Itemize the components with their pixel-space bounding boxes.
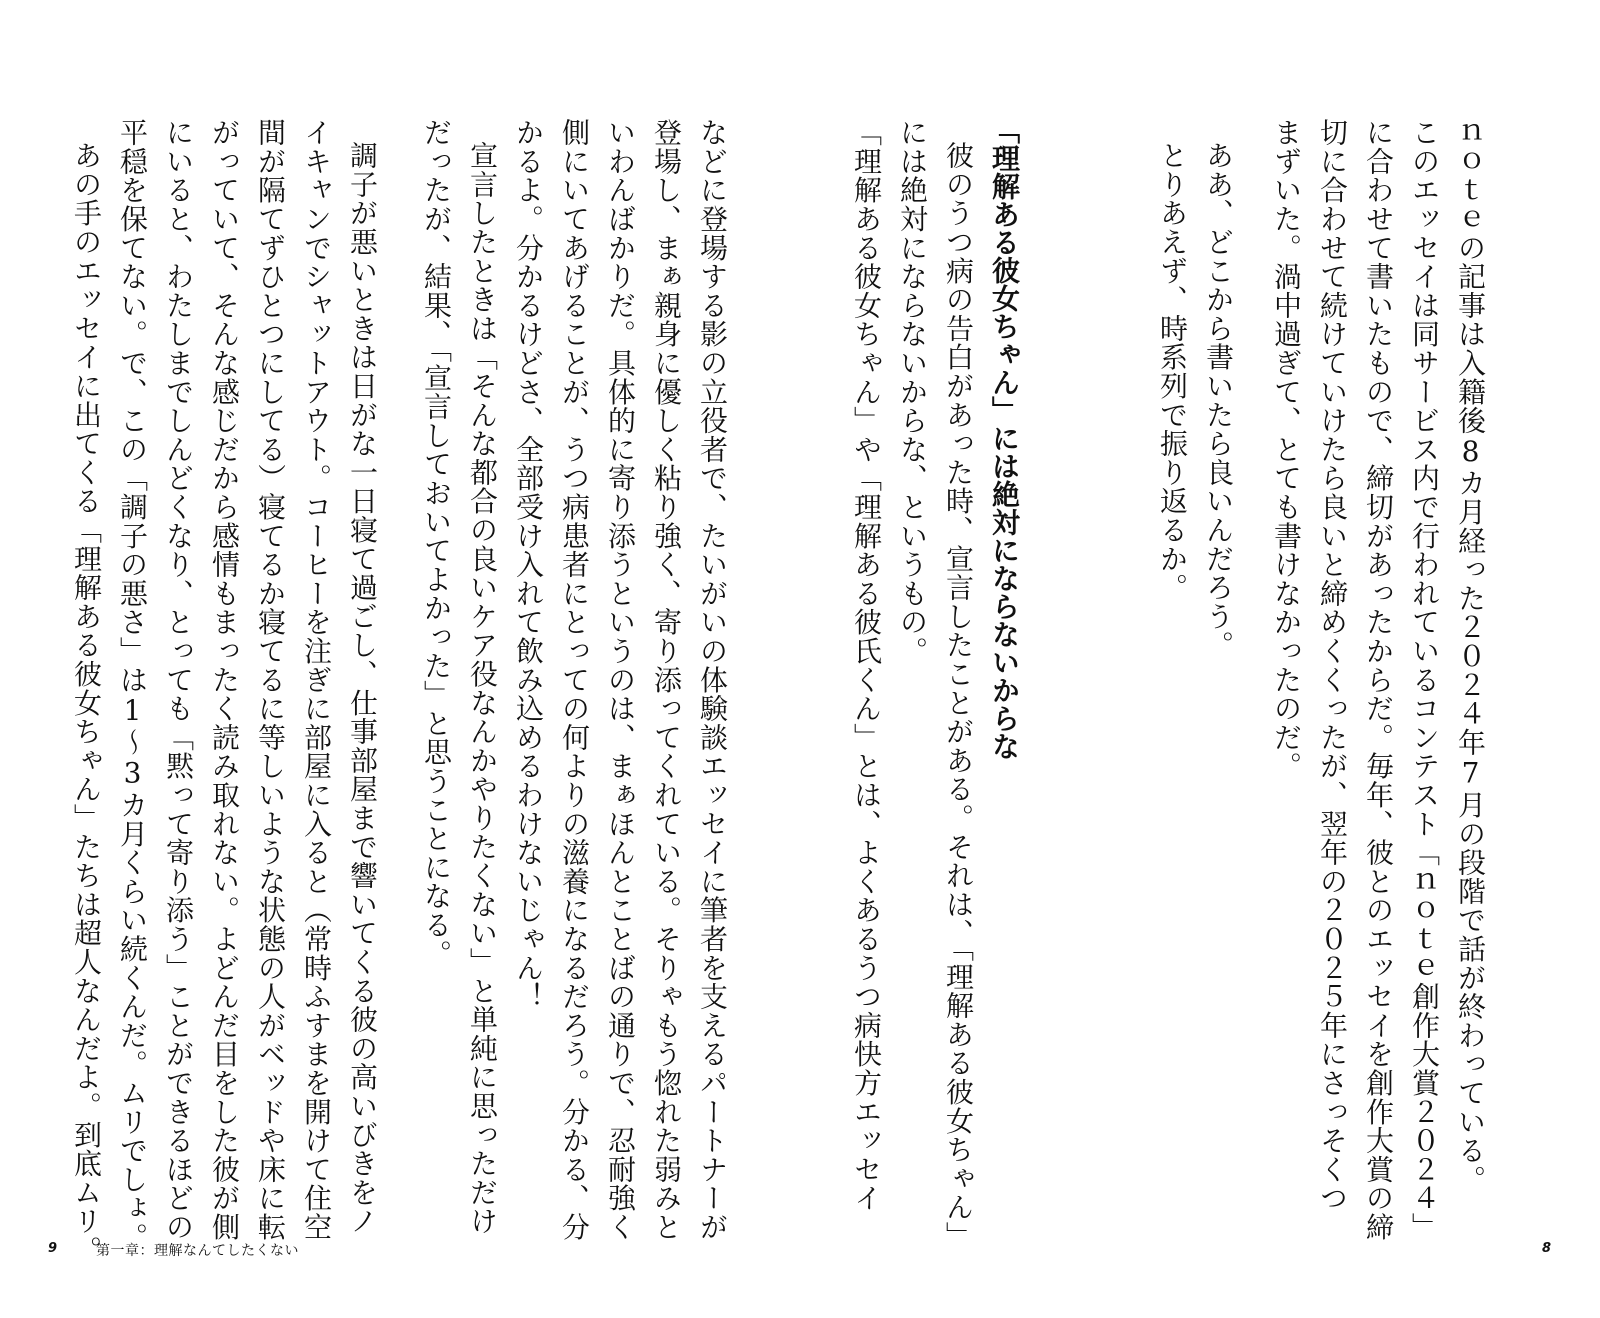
body-column: などに登場する影の立役者で、たいがいの体験談エッセイに筆者を支えるパートナーが <box>696 118 729 1242</box>
body-column: 側にいてあげることが、うつ病患者にとっての何よりの滋養になるだろう。分かる、分 <box>558 118 591 1242</box>
body-column: 切に合わせて続けていけたら良いと締めくくったが、翌年の２０２５年にさっそくつ <box>1316 118 1349 1213</box>
body-column: あの手のエッセイに出てくる「理解ある彼女ちゃん」たちは超人なんだよ。到底ムリ。 <box>70 141 103 1265</box>
body-column: 調子が悪いときは日がな一日寝て過ごし、仕事部屋まで響いてくる彼の高いびきをノ <box>346 141 379 1236</box>
body-column: 彼のうつ病の告白があった時、宣言したことがある。それは、「理解ある彼女ちゃん」 <box>942 141 975 1251</box>
body-column: かるよ。分かるけどさ、全部受け入れて飲み込めるわけないじゃん！ <box>512 118 545 1011</box>
body-column: には絶対にならないからな、というもの。 <box>896 118 929 666</box>
body-column: とりあえず、時系列で振り返るか。 <box>1156 141 1189 602</box>
body-column: まずいた。渦中過ぎて、とても書けなかったのだ。 <box>1270 118 1303 781</box>
body-column: イキャンでシャットアウト。コーヒーを注ぎに部屋に入ると（常時ふすまを開けて住空 <box>300 118 333 1242</box>
page-number-right: 8 <box>1542 1241 1552 1256</box>
page-number-left: 9 <box>48 1241 58 1256</box>
body-column: 平穏を保てない。で、この「調子の悪さ」は1～3カ月くらい続くんだ。ムリでしょ。 <box>116 118 149 1252</box>
body-column: 登場し、まぁ親身に優しく粘り強く、寄り添ってくれている。そりゃもう惚れた弱みと <box>650 118 683 1242</box>
body-column: ｎｏｔｅの記事は入籍後8カ月経った２０２４年7月の段階で話が終わっている。 <box>1454 118 1487 1194</box>
section-heading: 「理解ある彼女ちゃん」には絶対にならないからな <box>988 116 1021 760</box>
body-column: 間が隔てずひとつにしてる）寝てるか寝てるに等しいような状態の人がベッドや床に転 <box>254 118 287 1242</box>
body-column: このエッセイは同サービス内で行われているコンテスト「ｎｏｔｅ創作大賞２０２４」 <box>1408 118 1441 1242</box>
body-column: 宣言したときは「そんな都合の良いケア役なんかやりたくない」と単純に思っただけ <box>466 141 499 1236</box>
body-column: 「理解ある彼女ちゃん」や「理解ある彼氏くん」とは、よくあるうつ病快方エッセイ <box>850 118 883 1213</box>
body-column: だったが、結果、「宣言しておいてよかった」と思うことになる。 <box>420 118 453 968</box>
body-column: にいると、わたしまでしんどくなり、とっても「黙って寄り添う」ことができるほどの <box>162 118 195 1242</box>
body-column: に合わせて書いたもので、締切があったからだ。毎年、彼とのエッセイを創作大賞の締 <box>1362 118 1395 1242</box>
body-column: がっていて、そんな感じだから感情もまったく読み取れない。よどんだ目をした彼が側 <box>208 118 241 1242</box>
body-column: ああ、どこから書いたら良いんだろう。 <box>1202 141 1235 660</box>
running-head: 第一章：理解なんてしたくない <box>96 1243 299 1259</box>
body-column: いわんばかりだ。具体的に寄り添うというのは、まぁほんとことばの通りで、忍耐強く <box>604 118 637 1242</box>
